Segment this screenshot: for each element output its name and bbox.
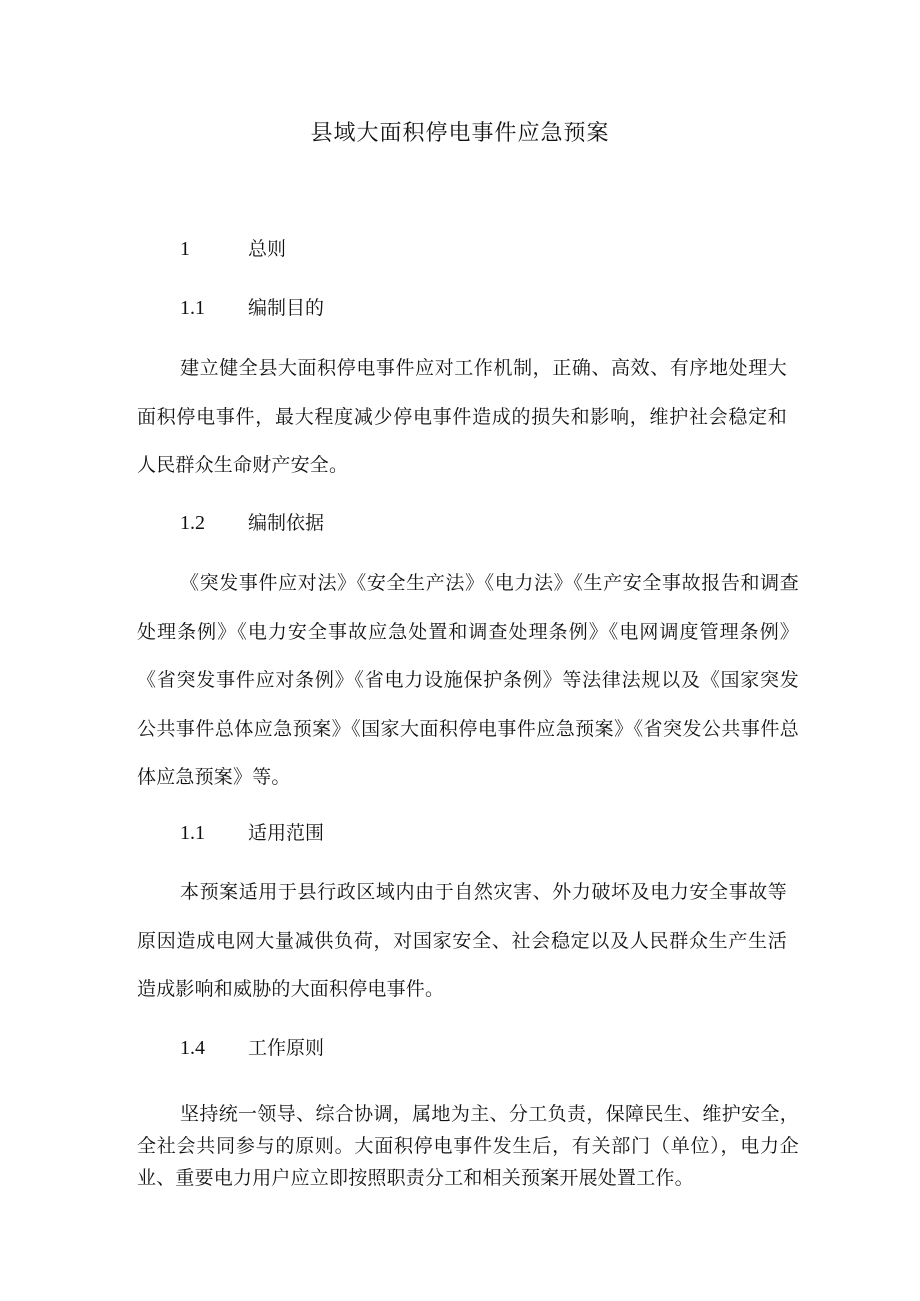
section-title: 编制目的 — [248, 297, 325, 319]
section-heading-1-2 — [180, 508, 324, 538]
section-heading-1-1 — [180, 293, 324, 323]
paragraph-basis: 《突发事件应对法》《安全生产法》《电力法》《生产安全事故报告和调查处理条例》《电力安全事故应急处置和调查处理条例》《电网调度管理条例》《省突发事件应对条例》《省电力设施保护条例》等法律法规以及《国家突发公共事件总体应急预案》《国家大面积停电事件应急预案》《省突发公共事件总体应急预案》等。 — [137, 572, 799, 788]
paragraph-purpose: 建立健全县大面积停电事件应对工作机制，正确、高效、有序地处理大面积停电事件，最大程度减少停电事件造成的损失和影响，维护社会稳定和人民群众生命财产安全。 — [137, 357, 787, 476]
section-heading-1-4 — [180, 1033, 324, 1063]
section-number: 1.2 — [180, 512, 205, 534]
paragraph-scope: 本预案适用于县行政区域内由于自然灾害、外力破坏及电力安全事故等原因造成电网大量减供负荷，对国家安全、社会稳定以及人民群众生产生活造成影响和威胁的大面积停电事件。 — [137, 881, 787, 1000]
section-title: 总则 — [248, 238, 287, 260]
section-number: 1.1 — [180, 297, 205, 319]
paragraph-principles: 坚持统一领导、综合协调，属地为主、分工负责，保障民生、维护安全，全社会共同参与的原则。大面积停电事件发生后，有关部门（单位），电力企业、重要电力用户应立即按照职责分工和相关预案开展处置工作。 — [137, 1103, 799, 1189]
section-title: 工作原则 — [248, 1037, 325, 1059]
section-title: 编制依据 — [248, 512, 325, 534]
section-number: 1.1 — [180, 822, 205, 844]
section-number: 1 — [180, 238, 190, 260]
section-heading-scope — [180, 818, 324, 848]
section-number: 1.4 — [180, 1037, 205, 1059]
document-title: 县域大面积停电事件应急预案 — [310, 121, 610, 146]
section-heading-1 — [180, 234, 286, 264]
section-title: 适用范围 — [248, 822, 325, 844]
